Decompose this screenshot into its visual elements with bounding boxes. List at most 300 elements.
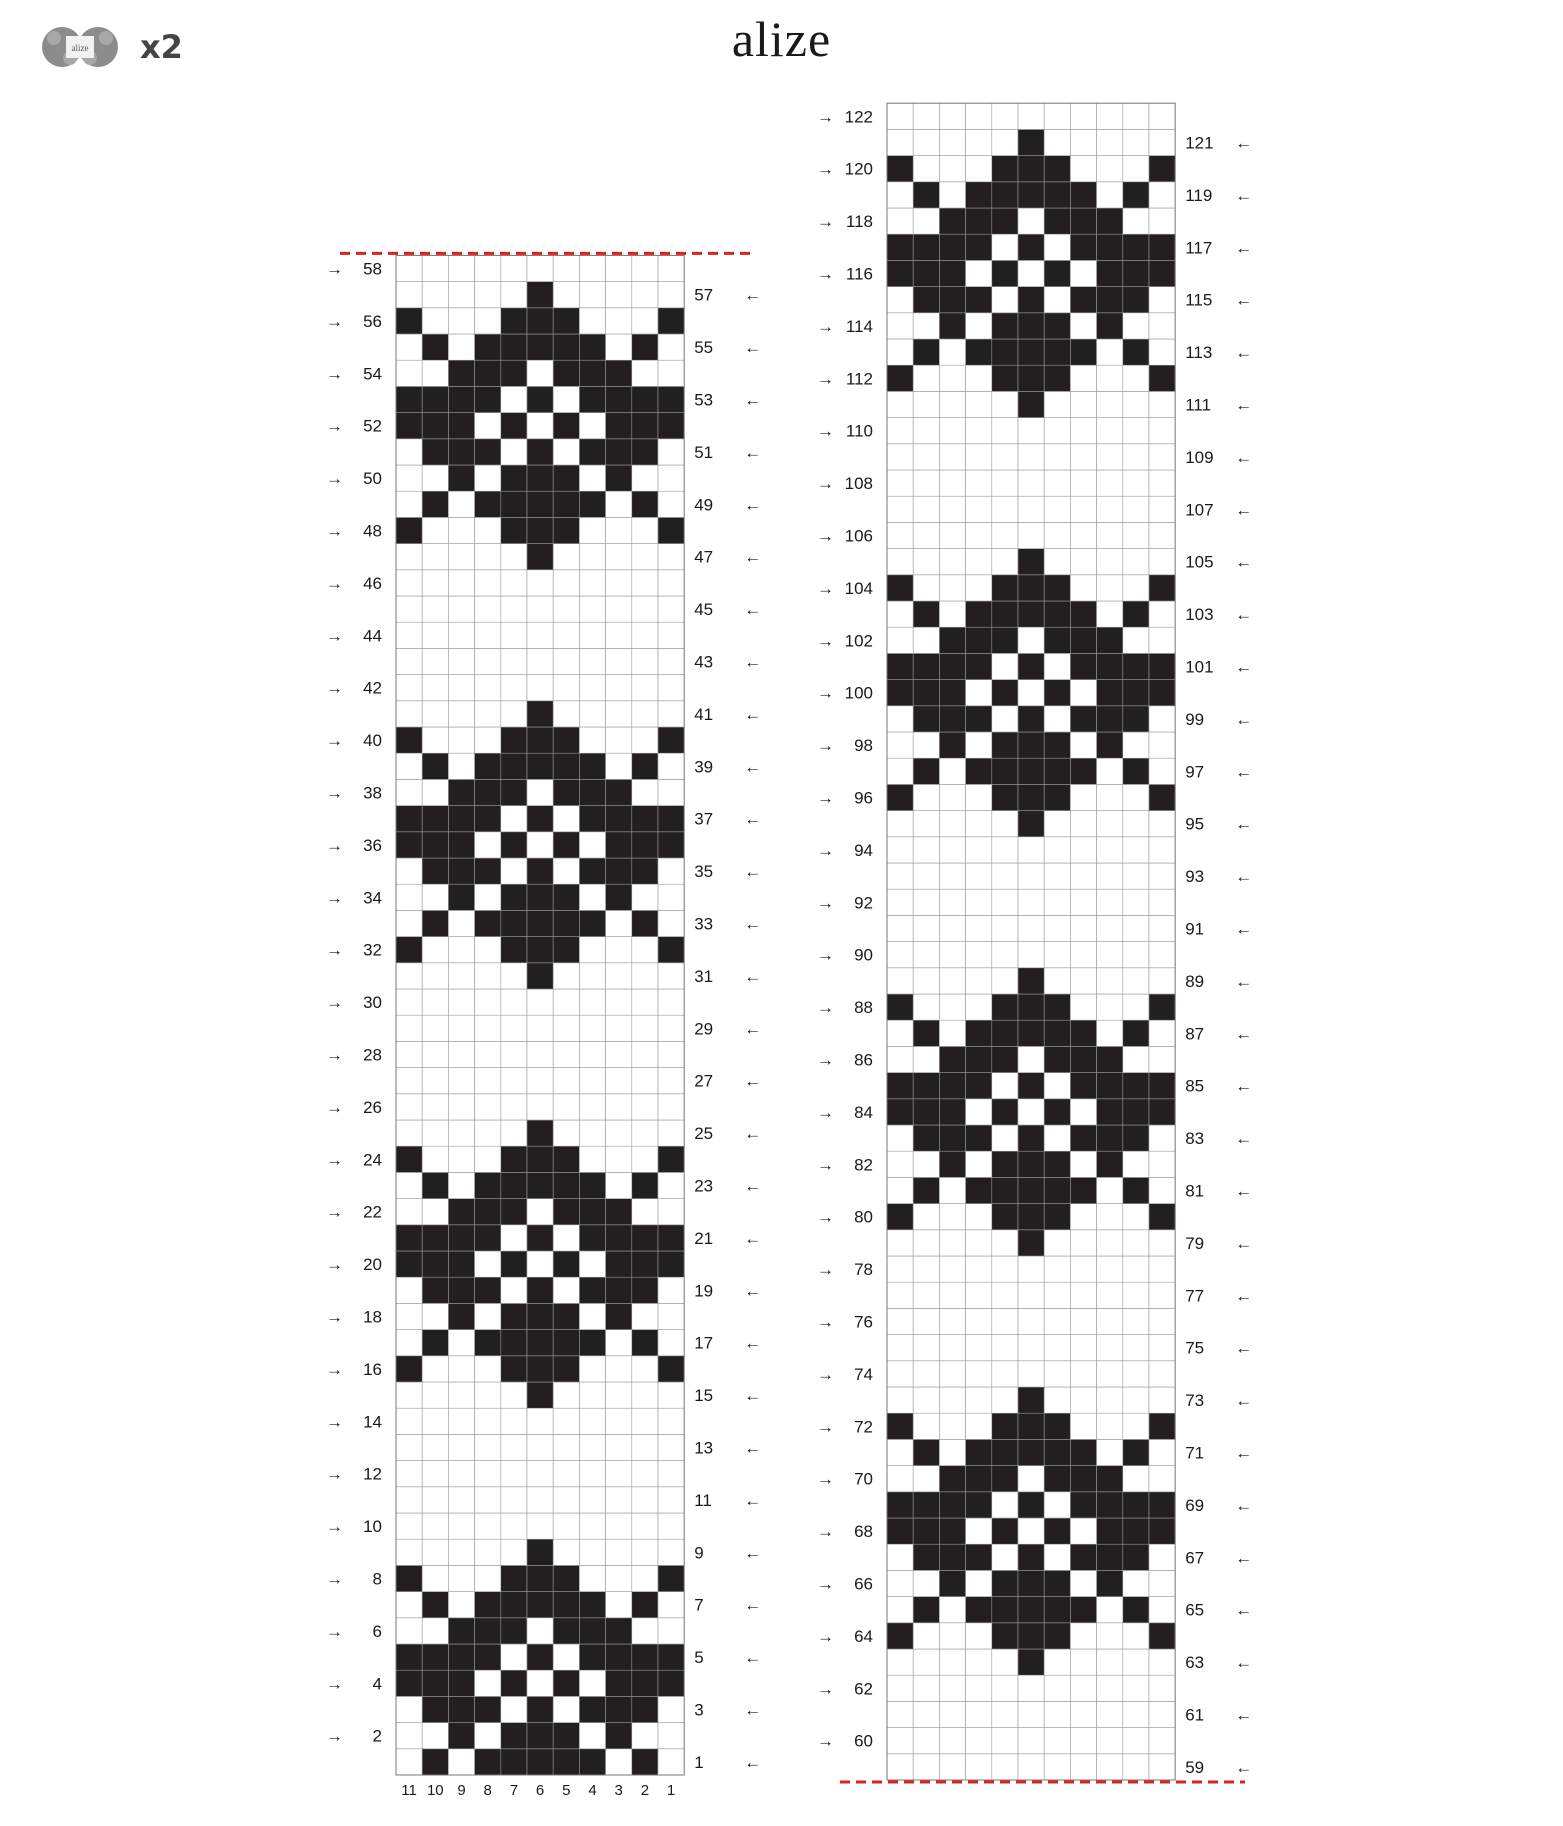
chart-cell <box>1044 706 1070 732</box>
row-number: 122 <box>844 107 873 127</box>
chart-cell <box>913 1675 939 1701</box>
chart-cell <box>1070 915 1096 941</box>
arrow-right-icon: → <box>326 783 343 803</box>
chart-cell <box>1123 1649 1149 1675</box>
chart-cell <box>1044 889 1070 915</box>
arrow-left-icon: ← <box>1235 133 1253 153</box>
chart-cell <box>1018 287 1044 313</box>
chart-cell <box>1123 968 1149 994</box>
chart-cell <box>1070 1492 1096 1518</box>
chart-cell <box>887 1073 913 1099</box>
chart-cell <box>1149 1754 1175 1780</box>
chart-cell <box>913 1701 939 1727</box>
chart-cell <box>1070 968 1096 994</box>
arrow-left-icon: ← <box>744 1333 762 1353</box>
arrow-left-icon: ← <box>744 1019 762 1039</box>
chart-cell <box>1018 365 1044 391</box>
chart-cell <box>939 1204 965 1230</box>
chart-cell <box>992 863 1018 889</box>
row-number: 75 <box>1185 1338 1205 1358</box>
chart-cell <box>913 418 939 444</box>
row-number: 103 <box>1185 605 1214 625</box>
chart-cell <box>939 1597 965 1623</box>
arrow-left-icon: ← <box>1235 762 1253 782</box>
chart-cell <box>913 391 939 417</box>
chart-cell <box>887 522 913 548</box>
chart-cell <box>1097 811 1123 837</box>
chart-cell <box>1018 1230 1044 1256</box>
chart-cell <box>1044 1754 1070 1780</box>
chart-cell <box>992 1073 1018 1099</box>
chart-cell <box>1097 994 1123 1020</box>
chart-cell <box>1149 129 1175 155</box>
chart-cell <box>1149 1177 1175 1203</box>
chart-cell <box>1149 549 1175 575</box>
chart-cell <box>966 889 992 915</box>
arrow-left-icon: ← <box>744 1543 762 1563</box>
arrow-right-icon: → <box>326 521 343 541</box>
arrow-left-icon: ← <box>1235 657 1253 677</box>
chart-cell <box>887 1361 913 1387</box>
column-number: 2 <box>640 1782 650 1799</box>
chart-cell <box>1123 1466 1149 1492</box>
row-number: 25 <box>694 1124 714 1144</box>
chart-cell <box>939 1177 965 1203</box>
chart-cell <box>992 339 1018 365</box>
chart-cell <box>992 968 1018 994</box>
row-number: 10 <box>363 1517 382 1537</box>
chart-cell <box>1097 1597 1123 1623</box>
chart-cell <box>939 1020 965 1046</box>
chart-cell <box>1018 680 1044 706</box>
chart-cell <box>939 706 965 732</box>
chart-cell <box>887 732 913 758</box>
chart-cell <box>913 680 939 706</box>
chart-cell <box>1149 1073 1175 1099</box>
chart-cell <box>992 391 1018 417</box>
chart-cell <box>887 1570 913 1596</box>
chart-cell <box>1149 1492 1175 1518</box>
chart-cell <box>1018 811 1044 837</box>
chart-cell <box>887 1099 913 1125</box>
chart-cell <box>1149 182 1175 208</box>
column-number: 10 <box>426 1782 444 1799</box>
arrow-left-icon: ← <box>1235 1233 1253 1253</box>
chart-cell <box>992 706 1018 732</box>
chart-cell <box>992 1099 1018 1125</box>
chart-cell <box>887 549 913 575</box>
arrow-right-icon: → <box>817 1626 834 1646</box>
chart-cell <box>913 339 939 365</box>
chart-cell <box>1149 601 1175 627</box>
chart-cell <box>1149 1099 1175 1125</box>
chart-cell <box>939 208 965 234</box>
chart-cell <box>1149 968 1175 994</box>
chart-cell <box>913 1413 939 1439</box>
chart-cell <box>1149 1570 1175 1596</box>
arrow-left-icon: ← <box>1235 1286 1253 1306</box>
chart-cell <box>1097 418 1123 444</box>
chart-cell <box>913 1649 939 1675</box>
chart-cell <box>992 1701 1018 1727</box>
chart-cell <box>887 653 913 679</box>
chart-cell <box>1018 575 1044 601</box>
chart-cell <box>1044 129 1070 155</box>
chart-cell <box>1123 1675 1149 1701</box>
chart-cell <box>913 1204 939 1230</box>
chart-cell <box>1097 208 1123 234</box>
chart-cell <box>1097 129 1123 155</box>
row-number: 50 <box>363 469 382 489</box>
chart-cell <box>1149 1701 1175 1727</box>
chart-cell <box>1044 1308 1070 1334</box>
row-number: 36 <box>363 835 382 855</box>
chart-cell <box>913 129 939 155</box>
chart-cell <box>1149 915 1175 941</box>
chart-cell <box>1123 1570 1149 1596</box>
chart-cell <box>992 1177 1018 1203</box>
row-number: 21 <box>694 1228 714 1248</box>
chart-cell <box>1070 182 1096 208</box>
chart-cell <box>1070 1151 1096 1177</box>
chart-cell <box>1044 1649 1070 1675</box>
chart-cell <box>992 1544 1018 1570</box>
chart-cell <box>1070 994 1096 1020</box>
chart-cell <box>1123 680 1149 706</box>
chart-cell <box>1123 1204 1149 1230</box>
chart-cell <box>913 837 939 863</box>
chart-cell <box>1070 1597 1096 1623</box>
chart-cell <box>939 837 965 863</box>
chart-cell <box>1070 1204 1096 1230</box>
arrow-right-icon: → <box>326 940 343 960</box>
chart-cell <box>966 1099 992 1125</box>
row-number: 20 <box>363 1255 382 1275</box>
row-number: 51 <box>694 442 714 462</box>
arrow-right-icon: → <box>326 1202 343 1222</box>
chart-cell <box>887 1308 913 1334</box>
chart-cell <box>966 522 992 548</box>
chart-cell <box>1044 1387 1070 1413</box>
chart-cell <box>1149 1361 1175 1387</box>
chart-cell <box>887 418 913 444</box>
row-number: 40 <box>363 731 382 751</box>
chart-cell <box>1123 1151 1149 1177</box>
chart-cell <box>1018 837 1044 863</box>
chart-cell <box>1097 156 1123 182</box>
chart-cell <box>1149 706 1175 732</box>
row-number: 86 <box>854 1050 873 1070</box>
arrow-left-icon: ← <box>744 1700 762 1720</box>
row-number: 9 <box>694 1543 704 1563</box>
row-number: 52 <box>363 416 382 436</box>
row-number: 107 <box>1185 500 1214 520</box>
chart-cell <box>1018 784 1044 810</box>
row-number: 37 <box>694 809 714 829</box>
chart-cell <box>1149 103 1175 129</box>
chart-cell <box>939 234 965 260</box>
chart-cell <box>887 182 913 208</box>
chart-cell <box>1070 1649 1096 1675</box>
chart-cell <box>1097 182 1123 208</box>
chart-cell <box>966 1282 992 1308</box>
chart-cell <box>966 968 992 994</box>
chart-cell <box>1097 549 1123 575</box>
chart-cell <box>1018 1361 1044 1387</box>
chart-cell <box>1097 1387 1123 1413</box>
row-number: 61 <box>1185 1705 1205 1725</box>
chart-cell <box>992 811 1018 837</box>
chart-cell <box>1097 1099 1123 1125</box>
chart-cell <box>1149 391 1175 417</box>
chart-cell <box>939 1675 965 1701</box>
chart-cell <box>992 1597 1018 1623</box>
chart-cell <box>992 1675 1018 1701</box>
arrow-left-icon: ← <box>1235 238 1253 258</box>
chart-cell <box>939 1073 965 1099</box>
chart-cell <box>887 575 913 601</box>
chart-cell <box>913 1728 939 1754</box>
column-number: 11 <box>401 1782 417 1799</box>
chart-cell <box>992 260 1018 286</box>
chart-cell <box>1018 260 1044 286</box>
row-number: 104 <box>844 578 873 598</box>
chart-cell <box>992 1282 1018 1308</box>
chart-cell <box>913 811 939 837</box>
chart-cell <box>913 234 939 260</box>
chart-cell <box>1070 1230 1096 1256</box>
chart-cell <box>1044 1466 1070 1492</box>
chart-cell <box>939 653 965 679</box>
chart-cell <box>992 313 1018 339</box>
chart-cell <box>1070 942 1096 968</box>
arrow-right-icon: → <box>817 1155 834 1175</box>
chart-cell <box>913 1020 939 1046</box>
chart-cell <box>913 1177 939 1203</box>
chart-cell <box>1123 1256 1149 1282</box>
arrow-left-icon: ← <box>1235 1600 1253 1620</box>
chart-cell <box>939 680 965 706</box>
row-number: 62 <box>854 1679 873 1699</box>
chart-cell <box>1097 313 1123 339</box>
row-number: 94 <box>854 840 873 860</box>
row-number: 27 <box>694 1071 714 1091</box>
chart-cell <box>1123 653 1149 679</box>
chart-cell <box>1149 260 1175 286</box>
row-number: 32 <box>363 940 382 960</box>
chart-cell <box>1070 811 1096 837</box>
chart-cell <box>887 1413 913 1439</box>
chart-cell <box>1018 1518 1044 1544</box>
chart-cell <box>1044 549 1070 575</box>
chart-cell <box>1070 784 1096 810</box>
chart-cell <box>1070 1387 1096 1413</box>
chart-cell <box>1018 1701 1044 1727</box>
chart-cell <box>966 1439 992 1465</box>
chart-cell <box>1097 758 1123 784</box>
arrow-right-icon: → <box>326 259 343 279</box>
chart-cell <box>1044 1335 1070 1361</box>
chart-cell <box>966 732 992 758</box>
chart-cell <box>887 784 913 810</box>
chart-cell <box>1070 549 1096 575</box>
chart-cell <box>1044 1256 1070 1282</box>
chart-cell <box>1123 182 1149 208</box>
chart-cell <box>913 1518 939 1544</box>
chart-cell <box>939 1492 965 1518</box>
chart-cell <box>887 968 913 994</box>
chart-cell <box>939 1256 965 1282</box>
chart-cell <box>913 601 939 627</box>
chart-cell <box>913 1046 939 1072</box>
chart-cell <box>913 444 939 470</box>
arrow-left-icon: ← <box>744 495 762 515</box>
arrow-right-icon: → <box>817 1260 834 1280</box>
arrow-left-icon: ← <box>1235 1338 1253 1358</box>
chart-cell <box>939 811 965 837</box>
row-number: 93 <box>1185 867 1205 887</box>
row-number: 91 <box>1185 919 1205 939</box>
chart-cell <box>966 994 992 1020</box>
row-number: 2 <box>372 1726 382 1746</box>
row-number: 57 <box>694 285 714 305</box>
chart-cell <box>913 313 939 339</box>
chart-cell <box>1018 103 1044 129</box>
chart-cell <box>1044 496 1070 522</box>
row-number: 15 <box>694 1386 714 1406</box>
chart-cell <box>939 470 965 496</box>
chart-cell <box>1097 575 1123 601</box>
arrow-left-icon: ← <box>744 442 762 462</box>
chart-cell <box>1097 784 1123 810</box>
chart-cell <box>913 1387 939 1413</box>
chart-cell <box>1097 1544 1123 1570</box>
arrow-right-icon: → <box>326 573 343 593</box>
chart-cell <box>966 1518 992 1544</box>
chart-cell <box>966 444 992 470</box>
chart-cell <box>1149 1623 1175 1649</box>
chart-cell <box>1149 732 1175 758</box>
chart-cell <box>1123 1073 1149 1099</box>
row-number: 26 <box>363 1097 382 1117</box>
chart-cell <box>1044 601 1070 627</box>
arrow-right-icon: → <box>326 469 343 489</box>
chart-cell <box>1149 1151 1175 1177</box>
chart-cell <box>966 1597 992 1623</box>
chart-cell <box>1044 1728 1070 1754</box>
chart-cell <box>939 732 965 758</box>
chart-cell <box>939 1728 965 1754</box>
arrow-right-icon: → <box>326 1517 343 1537</box>
chart-cell <box>1070 1335 1096 1361</box>
chart-cell <box>966 208 992 234</box>
chart-cell <box>887 1754 913 1780</box>
chart-cell <box>966 1570 992 1596</box>
chart-cell <box>1123 260 1149 286</box>
chart-cell <box>1123 1623 1149 1649</box>
chart-cell <box>887 234 913 260</box>
row-number: 14 <box>363 1412 382 1432</box>
chart-cell <box>913 1623 939 1649</box>
chart-cell <box>887 339 913 365</box>
chart-cell <box>1018 889 1044 915</box>
chart-cell <box>992 470 1018 496</box>
arrow-right-icon: → <box>326 311 343 331</box>
row-number: 120 <box>844 159 873 179</box>
chart-cell <box>939 942 965 968</box>
row-number: 71 <box>1185 1443 1205 1463</box>
chart-cell <box>1097 1230 1123 1256</box>
chart-cell <box>1018 1204 1044 1230</box>
chart-cell <box>992 1387 1018 1413</box>
chart-cell <box>913 522 939 548</box>
chart-cell <box>992 732 1018 758</box>
chart-cell <box>992 1151 1018 1177</box>
chart-cell <box>966 234 992 260</box>
chart-cell <box>913 1151 939 1177</box>
chart-cell <box>1097 1046 1123 1072</box>
row-number: 22 <box>363 1202 382 1222</box>
chart-cell <box>939 1701 965 1727</box>
arrow-left-icon: ← <box>1235 500 1253 520</box>
chart-cell <box>966 287 992 313</box>
chart-cell <box>1044 1099 1070 1125</box>
chart-cell <box>939 260 965 286</box>
chart-cell <box>939 1439 965 1465</box>
chart-cell <box>1123 1544 1149 1570</box>
chart-cell <box>1097 1256 1123 1282</box>
chart-cell <box>1044 1413 1070 1439</box>
chart-cell <box>1018 1177 1044 1203</box>
chart-cell <box>1097 653 1123 679</box>
chart-cell <box>1149 470 1175 496</box>
chart-cell <box>887 470 913 496</box>
chart-cell <box>1149 1544 1175 1570</box>
chart-cell <box>1097 680 1123 706</box>
chart-cell <box>1018 968 1044 994</box>
row-number: 84 <box>854 1102 873 1122</box>
chart-cell <box>1097 627 1123 653</box>
chart-cell <box>913 549 939 575</box>
arrow-left-icon: ← <box>744 704 762 724</box>
chart-cell <box>939 522 965 548</box>
arrow-left-icon: ← <box>1235 1024 1253 1044</box>
chart-cell <box>939 1361 965 1387</box>
chart-cell <box>1018 758 1044 784</box>
chart-cell <box>1097 706 1123 732</box>
chart-cell <box>1097 1675 1123 1701</box>
chart-cell <box>1123 549 1149 575</box>
chart-cell <box>1070 470 1096 496</box>
chart-cell <box>966 496 992 522</box>
arrow-left-icon: ← <box>744 1752 762 1772</box>
arrow-right-icon: → <box>817 421 834 441</box>
chart-cell <box>1070 365 1096 391</box>
chart-cell <box>1044 811 1070 837</box>
row-number: 78 <box>854 1260 873 1280</box>
arrow-left-icon: ← <box>744 1490 762 1510</box>
chart-cell <box>1044 234 1070 260</box>
chart-cell <box>1123 496 1149 522</box>
row-number: 4 <box>372 1674 382 1694</box>
chart-cell <box>1044 522 1070 548</box>
chart-cell <box>1018 942 1044 968</box>
chart-cell <box>1149 444 1175 470</box>
chart-cell <box>966 1230 992 1256</box>
arrow-left-icon: ← <box>1235 552 1253 572</box>
chart-cell <box>1018 470 1044 496</box>
row-number: 12 <box>363 1464 382 1484</box>
